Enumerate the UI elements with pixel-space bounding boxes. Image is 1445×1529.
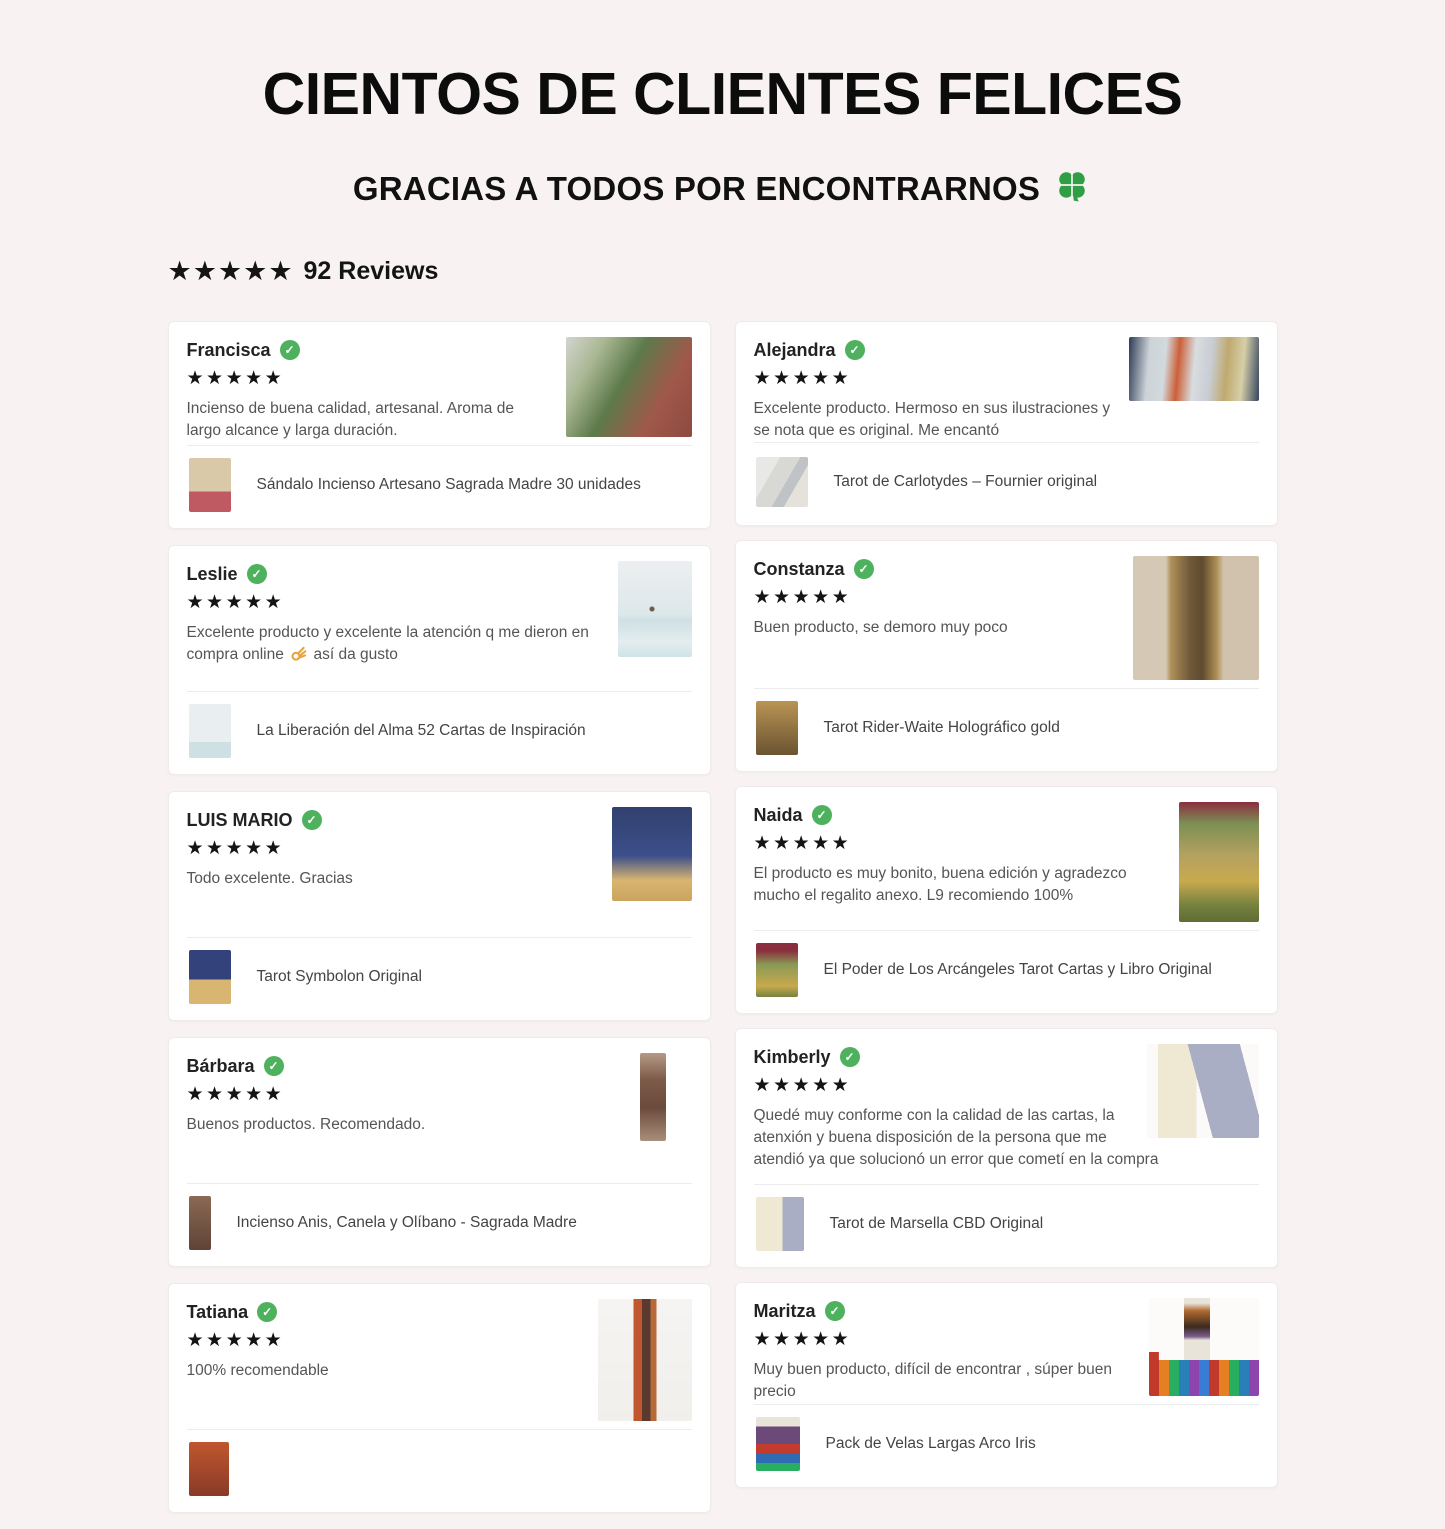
review-text: Todo excelente. Gracias bbox=[186, 869, 353, 887]
reviews-count: 92 Reviews bbox=[303, 256, 439, 285]
product-link[interactable] bbox=[754, 931, 1259, 1005]
subtitle-text: GRACIAS A TODOS POR ENCONTRARNOS bbox=[352, 169, 1041, 207]
product-name: El Poder de Los Arcángeles Tarot Cartas y Libro Original bbox=[823, 960, 1212, 978]
star-rating: ★★★★★ bbox=[186, 367, 285, 389]
review-text: Buen producto, se demoro muy poco bbox=[753, 618, 1008, 636]
product-link[interactable] bbox=[187, 446, 692, 520]
ok-hand-icon bbox=[290, 645, 307, 669]
product-name: La Liberación del Alma 52 Cartas de Inspiración bbox=[256, 721, 586, 739]
page-subtitle bbox=[168, 167, 1278, 211]
verified-badge-icon: ✓ bbox=[812, 805, 832, 825]
verified-badge-icon: ✓ bbox=[302, 810, 322, 830]
reviewer-name: Bárbara bbox=[186, 1055, 255, 1076]
review-text: Quedé muy conforme con la calidad de las cartas, la atenxión y buena disposición de la persona que me atendió ya que solucionó un error que cometí en la compra bbox=[753, 1106, 1159, 1168]
reviews-column-right bbox=[735, 321, 1278, 1502]
review-text-part: Excelente producto y excelente la atención q me dieron en compra online bbox=[186, 623, 589, 663]
product-thumbnail[interactable] bbox=[756, 1417, 800, 1471]
product-thumbnail[interactable] bbox=[189, 704, 231, 758]
review-photo[interactable] bbox=[1149, 1298, 1259, 1396]
review-card-naida bbox=[735, 786, 1278, 1014]
product-name: Tarot de Marsella CBD Original bbox=[829, 1214, 1044, 1232]
product-name: Tarot Symbolon Original bbox=[256, 967, 422, 985]
reviewer-name: Constanza bbox=[753, 558, 845, 579]
verified-badge-icon: ✓ bbox=[845, 340, 865, 360]
summary-star-rating: ★★★★★ bbox=[167, 255, 294, 286]
review-photo[interactable] bbox=[1133, 556, 1259, 680]
product-name: Tarot de Carlotydes – Fournier original bbox=[833, 472, 1098, 490]
review-card-luis-mario bbox=[168, 791, 711, 1021]
review-photo[interactable] bbox=[618, 561, 692, 657]
product-name: Tarot Rider-Waite Holográfico gold bbox=[823, 718, 1060, 736]
star-rating: ★★★★★ bbox=[186, 591, 285, 613]
reviews-column-left bbox=[168, 321, 711, 1529]
reviewer-name: Francisca bbox=[186, 339, 271, 360]
product-name: Sándalo Incienso Artesano Sagrada Madre 30 unidades bbox=[256, 475, 641, 493]
product-thumbnail[interactable] bbox=[756, 701, 798, 755]
review-card-maritza bbox=[735, 1282, 1278, 1488]
review-photo[interactable] bbox=[1179, 802, 1259, 922]
verified-badge-icon: ✓ bbox=[280, 340, 300, 360]
reviewer-name: LUIS MARIO bbox=[186, 809, 293, 830]
review-text: El producto es muy bonito, buena edición y agradezco mucho el regalito anexo. L9 recomiendo 100% bbox=[753, 864, 1127, 904]
product-name: Incienso Anis, Canela y Olíbano - Sagrada Madre bbox=[236, 1213, 577, 1231]
product-thumbnail[interactable] bbox=[189, 950, 231, 1004]
page-title: CIENTOS DE CLIENTES FELICES bbox=[262, 61, 1183, 127]
product-thumbnail[interactable] bbox=[189, 458, 231, 512]
star-rating: ★★★★★ bbox=[753, 832, 852, 854]
reviewer-name: Tatiana bbox=[186, 1301, 249, 1322]
product-thumbnail[interactable] bbox=[756, 1197, 804, 1251]
star-rating: ★★★★★ bbox=[186, 837, 285, 859]
review-card-alejandra bbox=[735, 321, 1278, 526]
review-text: 100% recomendable bbox=[186, 1361, 329, 1379]
reviewer-name: Maritza bbox=[753, 1300, 816, 1321]
clover-icon bbox=[1054, 167, 1090, 211]
product-link[interactable] bbox=[754, 1185, 1259, 1259]
review-photo[interactable] bbox=[1147, 1044, 1259, 1138]
reviewer-name: Alejandra bbox=[753, 339, 836, 360]
verified-badge-icon: ✓ bbox=[854, 559, 874, 579]
review-card-barbara bbox=[168, 1037, 711, 1267]
product-link[interactable] bbox=[187, 692, 692, 766]
reviews-page bbox=[168, 62, 1278, 1529]
review-text-part: así da gusto bbox=[313, 645, 398, 663]
review-text bbox=[187, 622, 692, 669]
verified-badge-icon: ✓ bbox=[840, 1047, 860, 1067]
product-thumbnail[interactable] bbox=[189, 1442, 229, 1496]
review-text: Incienso de buena calidad, artesanal. Aroma de largo alcance y larga duración. bbox=[186, 399, 514, 439]
review-photo[interactable] bbox=[598, 1299, 692, 1421]
reviewer-name: Leslie bbox=[186, 563, 238, 584]
product-link[interactable] bbox=[754, 1405, 1259, 1479]
review-card-francisca bbox=[168, 321, 711, 529]
star-rating: ★★★★★ bbox=[753, 586, 852, 608]
review-text: Buenos productos. Recomendado. bbox=[186, 1115, 426, 1133]
review-card-leslie bbox=[168, 545, 711, 775]
product-link[interactable] bbox=[187, 938, 692, 1012]
product-link[interactable] bbox=[754, 443, 1259, 517]
star-rating: ★★★★★ bbox=[186, 1329, 285, 1351]
review-photo[interactable] bbox=[640, 1053, 666, 1141]
review-photo[interactable] bbox=[1129, 337, 1259, 401]
review-photo[interactable] bbox=[566, 337, 692, 437]
reviewer-name: Kimberly bbox=[753, 1046, 831, 1067]
star-rating: ★★★★★ bbox=[753, 367, 852, 389]
star-rating: ★★★★★ bbox=[753, 1074, 852, 1096]
product-thumbnail[interactable] bbox=[756, 457, 808, 507]
product-name: Pack de Velas Largas Arco Iris bbox=[825, 1434, 1036, 1452]
product-link[interactable] bbox=[187, 1430, 692, 1504]
reviews-grid bbox=[168, 321, 1278, 1529]
product-link[interactable] bbox=[187, 1184, 692, 1258]
review-photo[interactable] bbox=[612, 807, 692, 901]
review-card-constanza bbox=[735, 540, 1278, 772]
review-text: Muy buen producto, difícil de encontrar , súper buen precio bbox=[753, 1360, 1112, 1400]
product-thumbnail[interactable] bbox=[756, 943, 798, 997]
reviewer-name: Naida bbox=[753, 804, 803, 825]
product-thumbnail[interactable] bbox=[189, 1196, 211, 1250]
reviews-summary bbox=[168, 257, 1278, 286]
star-rating: ★★★★★ bbox=[753, 1328, 852, 1350]
product-link[interactable] bbox=[754, 689, 1259, 763]
star-rating: ★★★★★ bbox=[186, 1083, 285, 1105]
review-card-kimberly bbox=[735, 1028, 1278, 1268]
verified-badge-icon: ✓ bbox=[247, 564, 267, 584]
review-text: Excelente producto. Hermoso en sus ilustraciones y se nota que es original. Me encantó bbox=[753, 399, 1111, 439]
verified-badge-icon: ✓ bbox=[825, 1301, 845, 1321]
verified-badge-icon: ✓ bbox=[264, 1056, 284, 1076]
verified-badge-icon: ✓ bbox=[257, 1302, 277, 1322]
review-card-tatiana bbox=[168, 1283, 711, 1513]
